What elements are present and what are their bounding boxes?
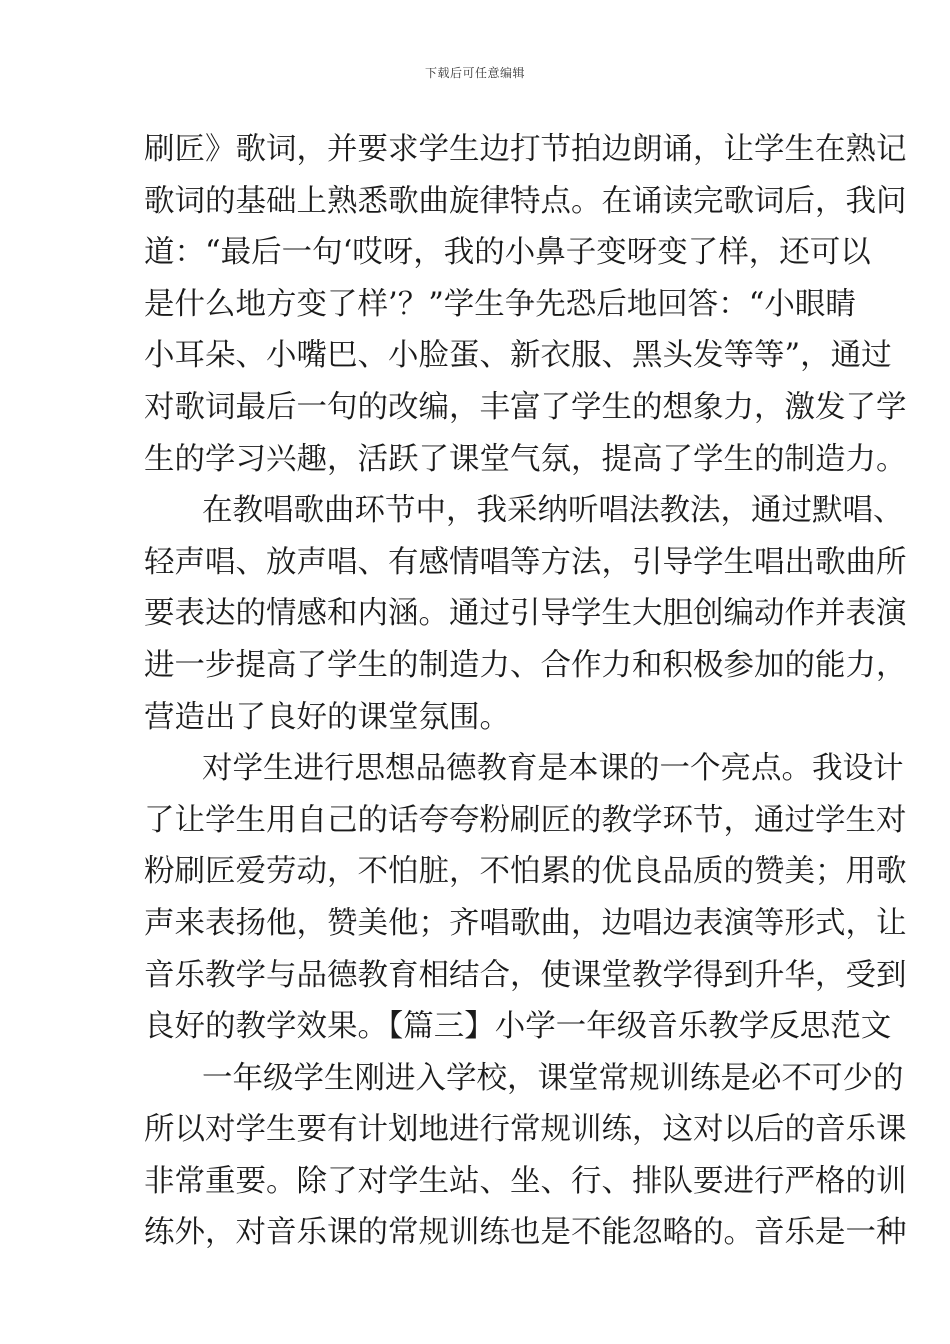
text-line: 非常重要。除了对学生站、坐、行、排队要进行严格的训	[144, 1163, 907, 1199]
text-line: 要表达的情感和内涵。通过引导学生大胆创编动作并表演	[144, 596, 907, 632]
text-line: 音乐教学与品德教育相结合，使课堂教学得到升华，受到	[144, 957, 907, 993]
text-line: 一年级学生刚进入学校，课堂常规训练是必不可少的	[202, 1060, 904, 1096]
text-line: 歌词的基础上熟悉歌曲旋律特点。在诵读完歌词后，我问	[144, 183, 907, 219]
text-line: 对学生进行思想品德教育是本课的一个亮点。我设计	[202, 751, 904, 787]
text-line: 粉刷匠爱劳动，不怕脏，不怕累的优良品质的赞美；用歌	[144, 854, 907, 890]
text-line: 营造出了良好的课堂氛围。	[144, 699, 510, 735]
text-line: 生的学习兴趣，活跃了课堂气氛，提高了学生的制造力。	[144, 441, 907, 477]
text-line: 所以对学生要有计划地进行常规训练，这对以后的音乐课	[144, 1112, 907, 1148]
text-line: 练外，对音乐课的常规训练也是不能忽略的。音乐是一种	[144, 1215, 907, 1251]
text-line: 进一步提高了学生的制造力、合作力和积极参加的能力，	[144, 647, 907, 683]
text-line: 刷匠》歌词，并要求学生边打节拍边朗诵，让学生在熟记	[144, 132, 907, 167]
text-line: 小耳朵、小嘴巴、小脸蛋、新衣服、黑头发等等”，通过	[144, 338, 892, 374]
text-line: 对歌词最后一句的改编，丰富了学生的想象力，激发了学	[144, 389, 907, 425]
text-line: 在教唱歌曲环节中，我采纳听唱法教法，通过默唱、	[202, 493, 904, 529]
text-line: 声来表扬他，赞美他；齐唱歌曲，边唱边表演等形式，让	[144, 905, 907, 941]
page-header: 下载后可任意编辑	[424, 66, 525, 80]
text-line: 是什么地方变了样’？”学生争先恐后地回答：“小眼睛	[144, 286, 856, 322]
text-line: 良好的教学效果。【篇三】小学一年级音乐教学反思范文	[144, 1009, 892, 1045]
text-line: 道：“最后一句‘哎呀，我的小鼻子变呀变了样，还可以	[144, 235, 871, 271]
body-text	[144, 124, 907, 1259]
text-line: 轻声唱、放声唱、有感情唱等方法，引导学生唱出歌曲所	[144, 544, 907, 580]
text-line: 了让学生用自己的话夸夸粉刷匠的教学环节，通过学生对	[144, 802, 907, 838]
